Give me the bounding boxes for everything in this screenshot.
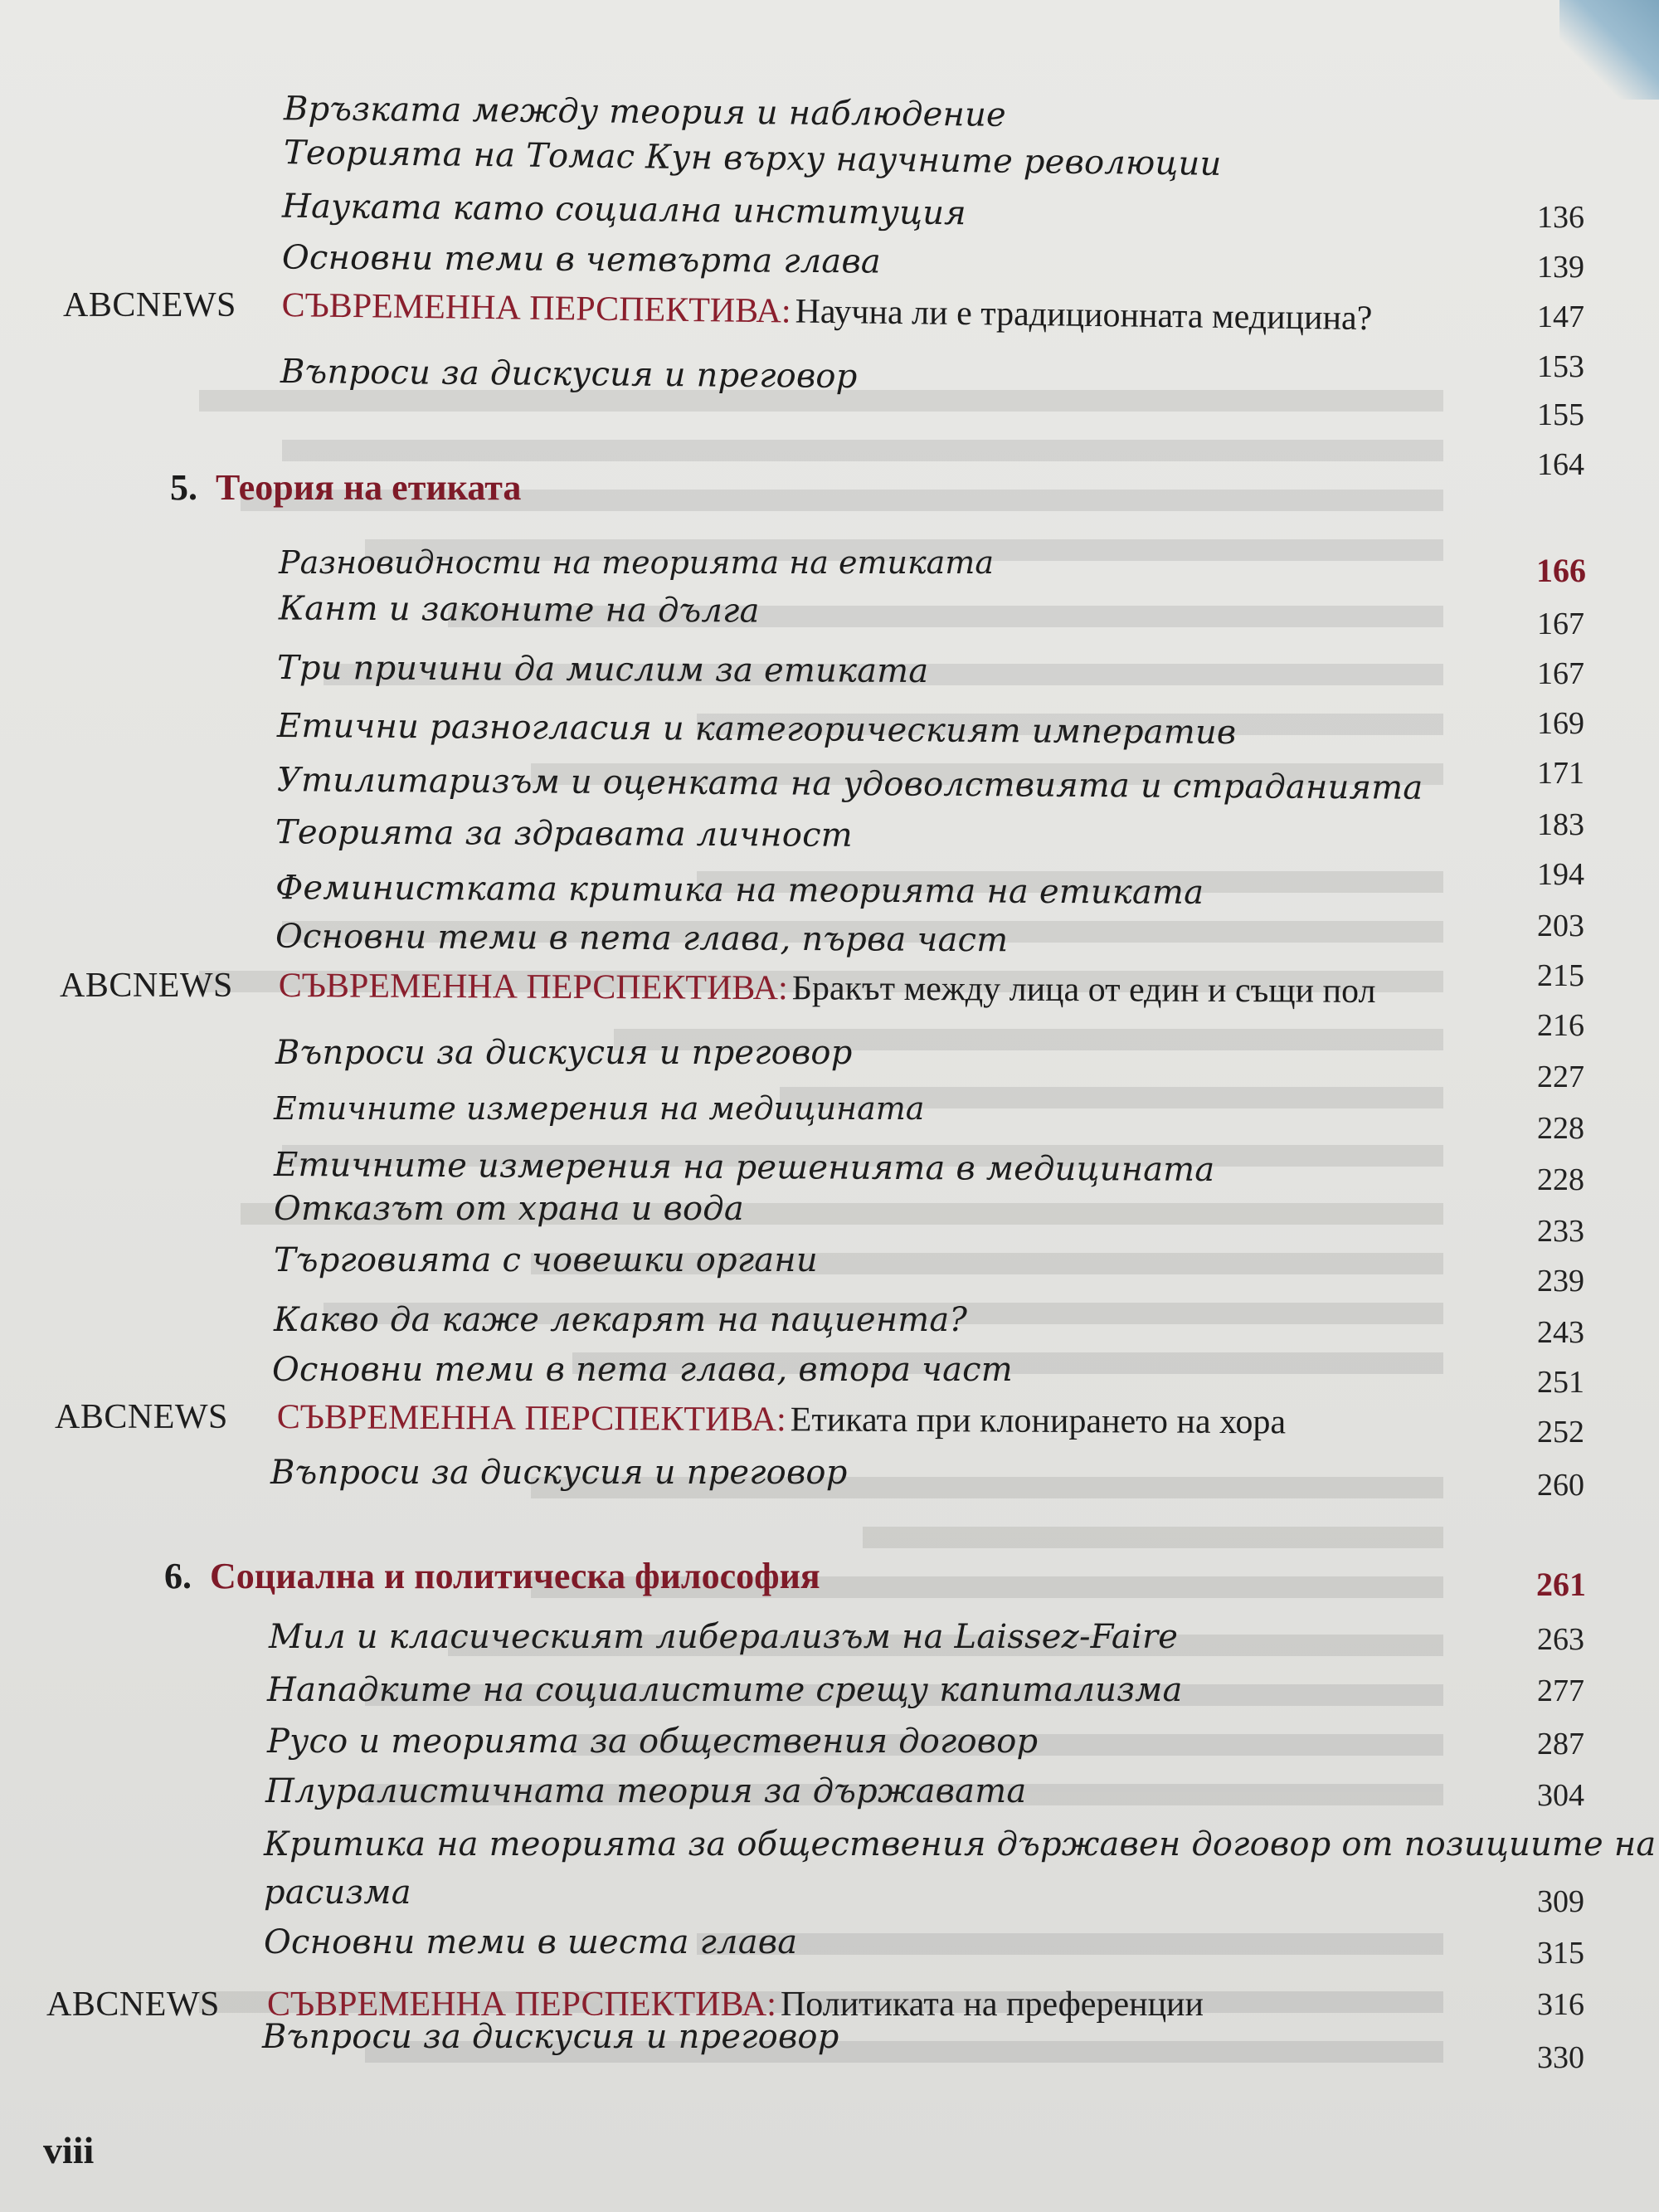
page-number: 260 [1537, 1468, 1584, 1503]
page-number: 169 [1537, 706, 1584, 741]
perspective-label: СЪВРЕМЕННА ПЕРСПЕКТИВА: [276, 1398, 786, 1440]
toc-entry: Въпроси за дискусия и преговор [270, 1454, 848, 1492]
abc-news-logo: ABCNEWS [46, 1985, 220, 2024]
page-number: 330 [1537, 2040, 1584, 2075]
page-number: 166 [1536, 552, 1586, 589]
perspective-label: СЪВРЕМЕННА ПЕРСПЕКТИВА: [278, 967, 788, 1008]
page-number: 215 [1537, 958, 1584, 993]
chapter-heading [170, 466, 521, 509]
toc-entry: Критика на теорията за обществения държавен договор от позициите на [264, 1825, 1657, 1864]
page-number: 233 [1537, 1214, 1584, 1249]
toc-entry: Етични разногласия и категорическият императив [276, 706, 1237, 753]
toc-entry: Теорията за здравата личност [275, 813, 853, 855]
chapter-number: 5. [170, 467, 197, 508]
page-number: 227 [1537, 1060, 1584, 1094]
page-number: 155 [1537, 397, 1584, 432]
toc-entry: Мил и класическият либерализъм на Laissez-Faire [269, 1618, 1179, 1656]
toc-entry: Основни теми в четвърта глава [281, 238, 882, 281]
section-heading: Разновидности на теорията на етиката [279, 544, 994, 581]
page-number: 316 [1537, 1987, 1584, 2022]
toc-entry: Утилитаризъм и оценката на удоволствията и страданията [276, 761, 1423, 807]
page-number: 164 [1537, 447, 1584, 482]
toc-entry-continuation: расизма [264, 1873, 411, 1912]
page-number: 309 [1537, 1884, 1584, 1919]
page-number: 239 [1537, 1264, 1584, 1298]
page-number: 228 [1537, 1111, 1584, 1146]
chapter-title: Теория на етиката [216, 467, 522, 508]
page-number: 136 [1537, 200, 1584, 235]
toc-entry: Основни теми в шеста глава [264, 1923, 798, 1961]
page-number: 139 [1537, 250, 1584, 285]
page-number: 216 [1537, 1008, 1584, 1043]
abc-news-logo: ABCNEWS [63, 286, 236, 324]
toc-entry: Нападките на социалистите срещу капитализма [267, 1671, 1183, 1709]
page-number: 194 [1537, 857, 1584, 892]
page-number: 167 [1537, 607, 1584, 641]
toc-entry: Търговията с човешки органи [274, 1241, 818, 1279]
page-number: 203 [1537, 909, 1584, 943]
chapter-title: Социална и политическа философия [210, 1556, 820, 1596]
perspective-entry [279, 966, 1376, 1011]
perspective-title: Бракът между лица от един и същи пол [791, 969, 1376, 1011]
perspective-title: Политиката на преференции [780, 1985, 1204, 2024]
perspective-label: СЪВРЕМЕННА ПЕРСПЕКТИВА: [267, 1985, 776, 2024]
toc-entry: Основни теми в пета глава, първа част [275, 917, 1009, 960]
page-number: 263 [1537, 1622, 1584, 1657]
toc-entry: Какво да каже лекарят на пациента? [274, 1301, 968, 1339]
toc-entry: Феминистката критика на теорията на етиката [275, 869, 1204, 912]
perspective-label: СЪВРЕМЕННА ПЕРСПЕКТИВА: [281, 285, 791, 331]
page-number: 287 [1537, 1727, 1584, 1761]
chapter-number: 6. [164, 1556, 192, 1596]
page-number: 167 [1537, 656, 1584, 691]
abc-news-logo: ABCNEWS [60, 967, 233, 1005]
toc-entry: Русо и теорията за обществения договор [267, 1722, 1039, 1761]
toc-entry: Отказът от храна и вода [274, 1190, 744, 1228]
perspective-title: Научна ли е традиционната медицина? [795, 292, 1373, 339]
page-number: 261 [1536, 1566, 1586, 1603]
page-number: 251 [1537, 1365, 1584, 1400]
toc-entry: Теорията на Томас Кун върху научните революции [283, 134, 1222, 183]
page-number: 147 [1537, 300, 1584, 334]
page-number: 315 [1537, 1936, 1584, 1971]
toc-entry: Въпроси за дискусия и преговор [275, 1034, 853, 1072]
page-number: 243 [1537, 1315, 1584, 1350]
page-number: 183 [1537, 807, 1584, 842]
page-number: 252 [1537, 1415, 1584, 1449]
perspective-entry [277, 1397, 1287, 1442]
toc-entry: Основни теми в пета глава, втора част [272, 1351, 1013, 1389]
page-number: 304 [1537, 1778, 1584, 1813]
toc-entry: Плуралистичната теория за държавата [265, 1772, 1027, 1810]
chapter-heading [164, 1555, 820, 1597]
page-folio: viii [43, 2129, 95, 2171]
toc-entry: Кант и законите на дълга [278, 589, 760, 631]
toc-entry: Въпроси за дискусия и преговор [280, 352, 858, 397]
page-number: 277 [1537, 1674, 1584, 1708]
section-heading: Етичните измерения на медицината [274, 1090, 925, 1127]
page-number: 153 [1537, 349, 1584, 384]
toc-entry: Връзката между теория и наблюдение [283, 90, 1007, 134]
abc-news-logo: ABCNEWS [55, 1398, 228, 1436]
perspective-title: Етиката при клонирането на хора [790, 1401, 1287, 1442]
toc-entry: Въпроси за дискусия и преговор [262, 2018, 839, 2056]
page-number: 228 [1537, 1162, 1584, 1197]
toc-entry: Етичните измерения на решенията в медицината [273, 1146, 1215, 1189]
toc-entry: Науката като социална институция [281, 187, 967, 233]
page-number: 171 [1537, 756, 1584, 791]
toc-entry: Три причини да мислим за етиката [276, 648, 929, 691]
